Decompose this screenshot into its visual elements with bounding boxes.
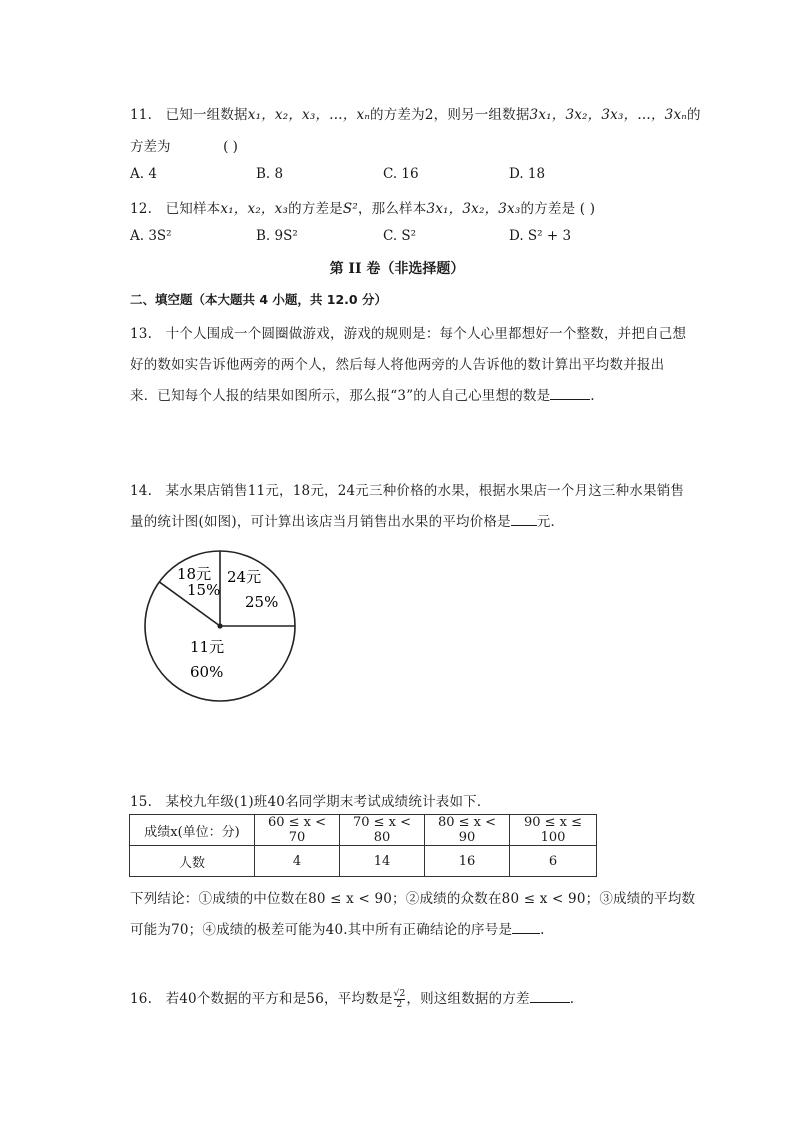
pie-center-dot [217, 623, 222, 628]
q11-line2-text: 方差为 [130, 139, 171, 155]
q12-s2: S² [342, 201, 358, 217]
q12-mid2: ，那么样本 [357, 201, 427, 217]
q15-conclusion2-text: 可能为70；④成绩的极差可能为40.其中所有正确结论的序号是 [130, 922, 513, 938]
q11-data2: 3x₁，3x₂，3x₃，…，3xₙ [529, 107, 687, 123]
q14-line2-text: 量的统计图(如图)，可计算出该店当月销售出水果的平均价格是 [130, 514, 511, 530]
table-header-cell: 70 ≤ x < 80 [340, 815, 425, 846]
q15-stem-text: 某校九年级(1)班40名同学期末考试成绩统计表如下． [165, 794, 491, 810]
q12-option-a[interactable]: A. 3S² [130, 228, 172, 244]
q12-option-c[interactable]: C. S² [383, 228, 417, 244]
q14-answer-blank[interactable] [511, 513, 537, 526]
q15-conclusion1: 下列结论：①成绩的中位数在80 ≤ x < 90；②成绩的众数在80 ≤ x < 90；③成绩的平均数 [130, 891, 696, 907]
table-header-cell: 成绩x(单位：分) [130, 815, 255, 846]
slice-label-24: 24元 [227, 568, 262, 586]
q16-suffix: ，则这组数据的方差 [406, 991, 530, 1007]
section-heading: 二、填空题（本大题共 4 小题，共 12.0 分） [130, 292, 387, 307]
slice-pct-15: 15% [187, 581, 221, 599]
table-cell: 16 [425, 846, 510, 877]
table-cell: 6 [510, 846, 597, 877]
q16-answer-blank[interactable] [530, 990, 570, 1003]
q13-end: . [590, 388, 595, 404]
q12-stem [130, 197, 595, 217]
q11-option-d[interactable]: D. 18 [509, 166, 546, 182]
q11-option-b[interactable]: B. 8 [256, 166, 284, 182]
q11-data: x₁，x₂，x₃，…，xₙ [247, 107, 371, 123]
q12-data2: 3x₁，3x₂，3x₃ [426, 201, 521, 217]
table-cell: 14 [340, 846, 425, 877]
q16-mean-numerator: √2 [393, 989, 406, 999]
table-row [130, 846, 597, 877]
q11-suffix: 的 [686, 107, 701, 123]
q12-option-d[interactable]: D. S² + 3 [509, 228, 572, 244]
table-header-cell: 60 ≤ x < 70 [255, 815, 340, 846]
table-header-row [130, 815, 597, 846]
slice-label-18: 18元 [177, 565, 212, 583]
q16-end: . [569, 991, 575, 1007]
q13-answer-blank[interactable] [550, 387, 590, 400]
q14-suffix: 元． [536, 514, 565, 530]
q16-prefix: 若40个数据的平方和是56，平均数是 [165, 991, 393, 1007]
table-cell: 人数 [130, 846, 255, 877]
table-header-cell: 80 ≤ x < 90 [425, 815, 510, 846]
q14-line2 [130, 510, 564, 530]
slice-pct-25: 25% [245, 593, 279, 611]
q12-prefix: 已知样本 [165, 201, 221, 217]
q11-prefix: 已知一组数据 [165, 107, 248, 123]
q15-answer-blank[interactable] [512, 921, 540, 934]
q11-line1 [130, 103, 701, 123]
q13-line2: 好的数如实告诉他两旁的两个人，然后每人将他两旁的人告诉他的数计算出平均数并报出 [130, 357, 665, 373]
q11-option-a[interactable]: A. 4 [130, 166, 157, 182]
q14-line1-text: 某水果店销售11元，18元，24元三种价格的水果，根据水果店一个月这三种水果销售 [165, 483, 685, 499]
q12-number: 12. [130, 201, 153, 217]
scores-table [129, 814, 597, 877]
q16-mean-fraction [394, 989, 406, 1010]
price-pie-chart [141, 546, 301, 706]
part2-title: 第 II 卷（非选择题） [329, 261, 465, 277]
q13-line1 [130, 322, 686, 342]
q15-conclusion2 [130, 918, 545, 938]
q15-number: 15. [130, 794, 153, 810]
q14-number: 14. [130, 483, 153, 499]
q15-end: . [540, 922, 545, 938]
table-header-cell: 90 ≤ x ≤ 100 [510, 815, 597, 846]
q11-mid: 的方差为2，则另一组数据 [370, 107, 530, 123]
q13-line3 [130, 384, 595, 404]
q12-mid: 的方差是 [288, 201, 343, 217]
q12-data1: x₁，x₂，x₃ [220, 201, 289, 217]
q16-number: 16. [130, 991, 153, 1007]
q13-number: 13. [130, 326, 153, 342]
q11-option-c[interactable]: C. 16 [383, 166, 419, 182]
q13-line1-text: 十个人围成一个圆圈做游戏，游戏的规则是：每个人心里都想好一个整数，并把自己想 [165, 326, 687, 342]
q11-line2 [130, 135, 238, 155]
q16-mean-denominator: 2 [396, 1000, 403, 1010]
q12-suffix: 的方差是 ( ) [520, 201, 596, 217]
q11-answer-paren: ( ) [223, 139, 238, 155]
q16-stem [130, 987, 574, 1010]
table-cell: 4 [255, 846, 340, 877]
q11-number: 11. [130, 107, 153, 123]
q12-option-b[interactable]: B. 9S² [256, 228, 298, 244]
slice-label-11: 11元 [190, 638, 225, 656]
slice-pct-60: 60% [190, 663, 224, 681]
q13-line3-text: 来．已知每个人报的结果如图所示，那么报“3”的人自己心里想的数是 [130, 388, 551, 404]
q14-line1 [130, 479, 684, 499]
q15-stem [130, 790, 491, 810]
